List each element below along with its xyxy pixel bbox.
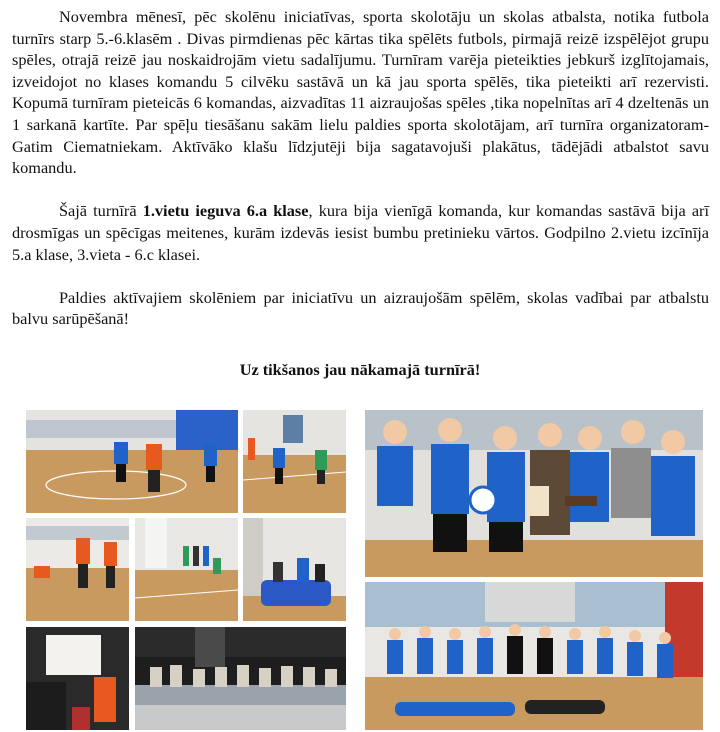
paragraph-2-start: Šajā turnīrā xyxy=(59,201,143,221)
photo-all-participants xyxy=(365,582,703,730)
photo-audience xyxy=(135,627,346,730)
photo-match-4 xyxy=(135,518,238,621)
paragraph-3: Paldies aktīvajiem skolēniem par iniciatīvu un aizraujošām spēlēm, skolas vadībai par atbalstu balvu sarūpēšanā! xyxy=(12,287,709,329)
closing-line: Uz tikšanos jau nākamajā turnīrā! xyxy=(239,360,481,379)
photo-winning-team xyxy=(365,410,703,577)
paragraph-2 xyxy=(12,200,709,265)
photo-match-3 xyxy=(26,518,129,621)
photo-match-2 xyxy=(243,410,346,513)
paragraph-1: Novembra mēnesī, pēc skolēnu iniciatīvas, sporta skolotāju un skolas atbalsta, notika futbola turnīrs starp 5.-6.klasēm . Divas pirmdienas pēc kārtas tika spēlēts futbols, pirmajā reizē izspēlējot grupu spēles, otrajā reizē jau noskaidrojām vietu sadalījumu. Turnīram varēja pieteikties jebkurš izglītojamais, izveidojot no klases komandu 5 cilvēku sastāvā un kā jau sporta spēlēs, tika pieteikti arī rezervisti. Kopumā turnīram pieteicās 6 komandas, aizvadītas 11 aizraujošas spēles ,tika nopelnītas arī 4 dzeltenās un 1 sarkanā kartīte. Par spēļu tiesāšanu sakām lielu paldies sporta skolotājam, arī turnīra organizatoram- Gatim Ciematniekam. Aktīvāko klašu līdzjutēji bija sagatavojuši plakātus, tādējādi atbalstot savu komandu. xyxy=(12,7,709,178)
photo-match-1 xyxy=(26,410,238,513)
paragraph-2-end: , kura bija vienīgā komanda, kur komandas sastāvā bija arī drosmīgas un spēcīgas meitenes, kurām izdevās iesist bumbu pretinieku vārtos. Godpilno 2.vietu izcīnīja 5.a klase, 3.vieta - 6.c klasei. xyxy=(12,201,709,264)
photo-fans-poster xyxy=(26,627,129,730)
first-place-highlight: 1.vietu ieguva 6.a klase xyxy=(142,201,309,221)
photo-spectators xyxy=(243,518,346,621)
article-text xyxy=(12,6,709,330)
